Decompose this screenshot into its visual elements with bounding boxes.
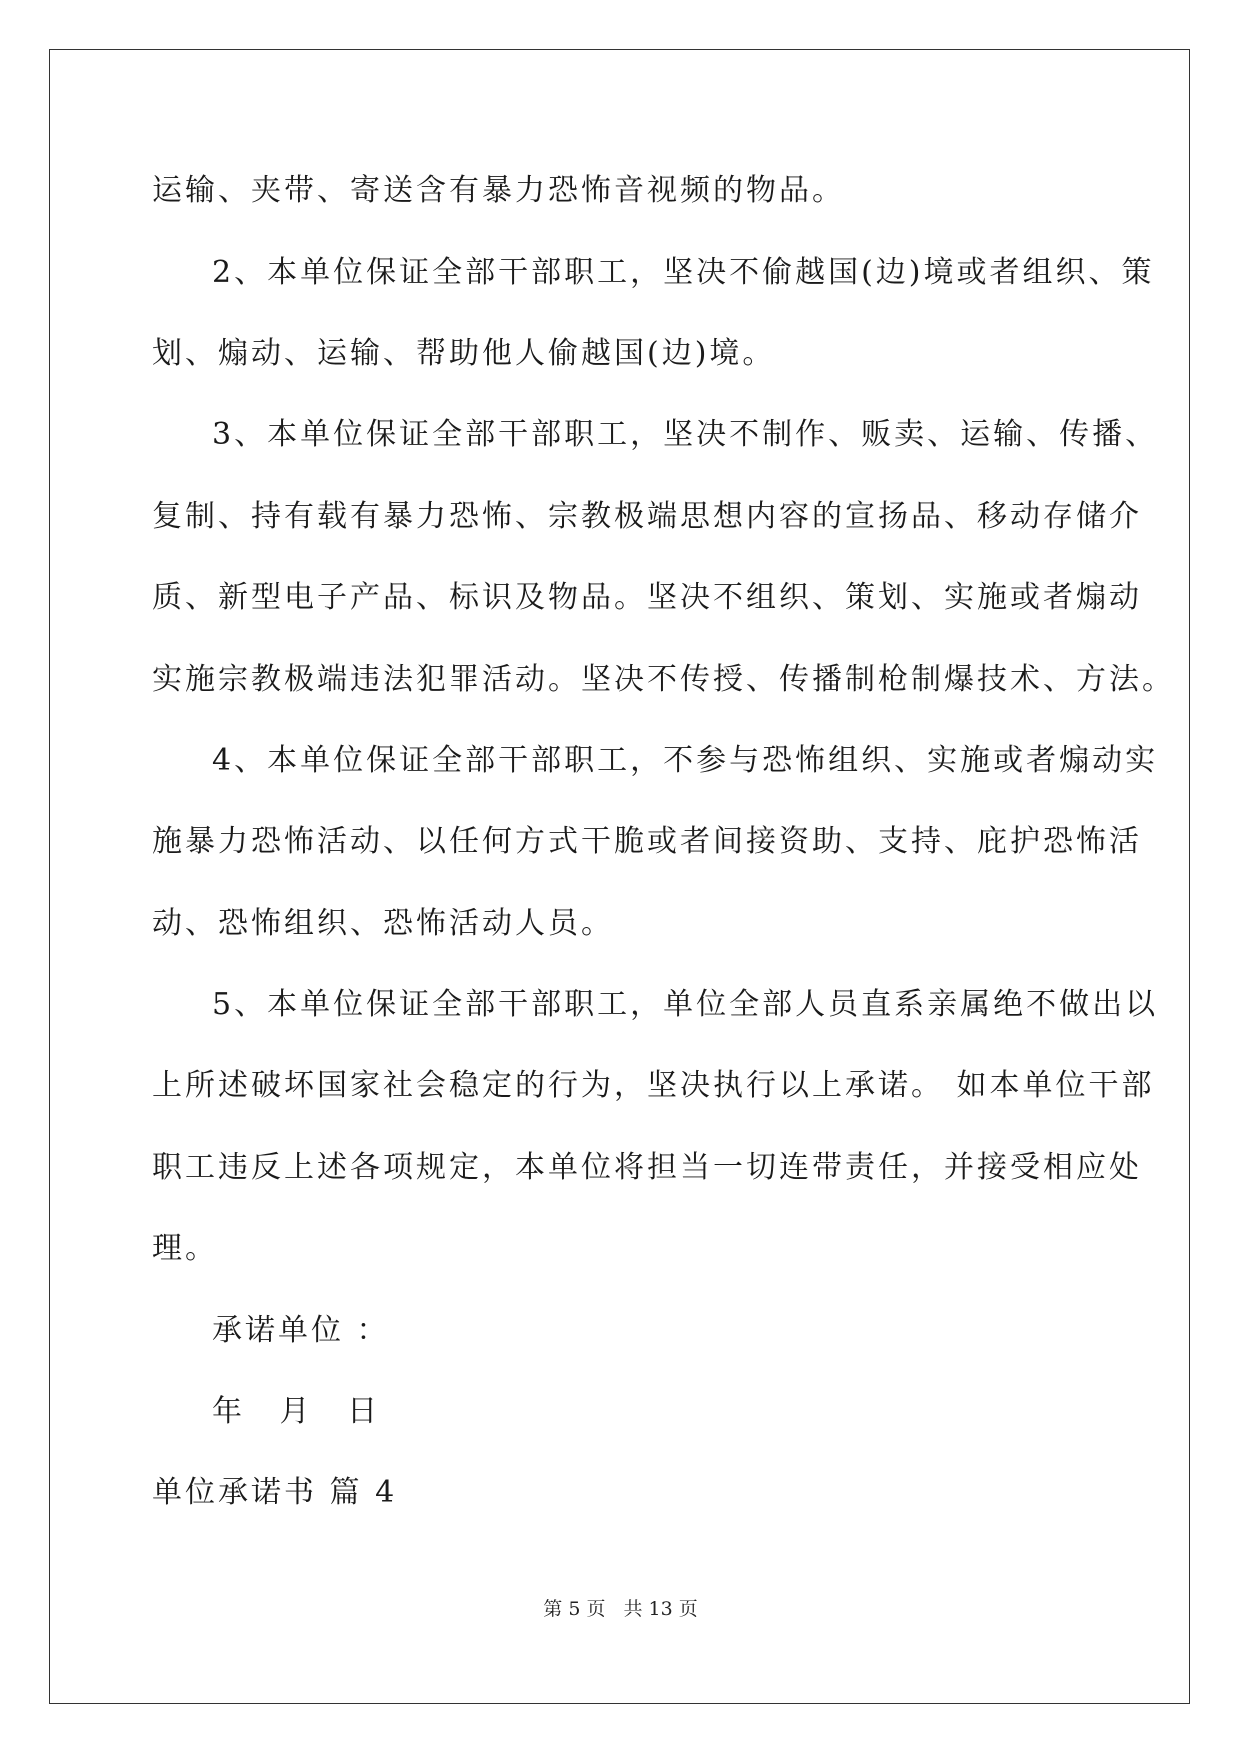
text-line: 动、恐怖组织、恐怖活动人员。 [152, 906, 614, 941]
text-line: 运输、夹带、寄送含有暴力恐怖音视频的物品。 [152, 173, 845, 208]
page-border [49, 49, 1190, 1704]
page-number: 第 5 页 [543, 1598, 606, 1620]
paragraph-5-start: 5、本单位保证全部干部职工，单位全部人员直系亲属绝不做出以 [212, 987, 1159, 1022]
date-line: 年 月 日 [212, 1394, 392, 1429]
page-footer [0, 1597, 1241, 1621]
page-total: 共 13 页 [623, 1598, 698, 1620]
text-line: 职工违反上述各项规定，本单位将担当一切连带责任，并接受相应处 [152, 1150, 1142, 1185]
text-line: 实施宗教极端违法犯罪活动。坚决不传授、传播制枪制爆技术、方法。 [152, 662, 1175, 697]
text-line: 质、新型电子产品、标识及物品。坚决不组织、策划、实施或者煽动 [152, 580, 1142, 615]
paragraph-4-start: 4、本单位保证全部干部职工，不参与恐怖组织、实施或者煽动实 [212, 743, 1159, 778]
paragraph-2-start: 2、本单位保证全部干部职工，坚决不偷越国(边)境或者组织、策 [212, 255, 1155, 290]
text-line: 划、煽动、运输、帮助他人偷越国(边)境。 [152, 336, 776, 371]
text-line: 上所述破坏国家社会稳定的行为，坚决执行以上承诺。 如本单位干部 [152, 1068, 1155, 1103]
signatory-label: 承诺单位 ： [212, 1313, 390, 1348]
section-heading: 单位承诺书 篇 4 [152, 1475, 398, 1510]
paragraph-3-start: 3、本单位保证全部干部职工，坚决不制作、贩卖、运输、传播、 [212, 417, 1159, 452]
text-line: 复制、持有载有暴力恐怖、宗教极端思想内容的宣扬品、移动存储介 [152, 499, 1142, 534]
text-line: 理。 [152, 1231, 218, 1266]
text-line: 施暴力恐怖活动、以任何方式干脆或者间接资助、支持、庇护恐怖活 [152, 824, 1142, 859]
